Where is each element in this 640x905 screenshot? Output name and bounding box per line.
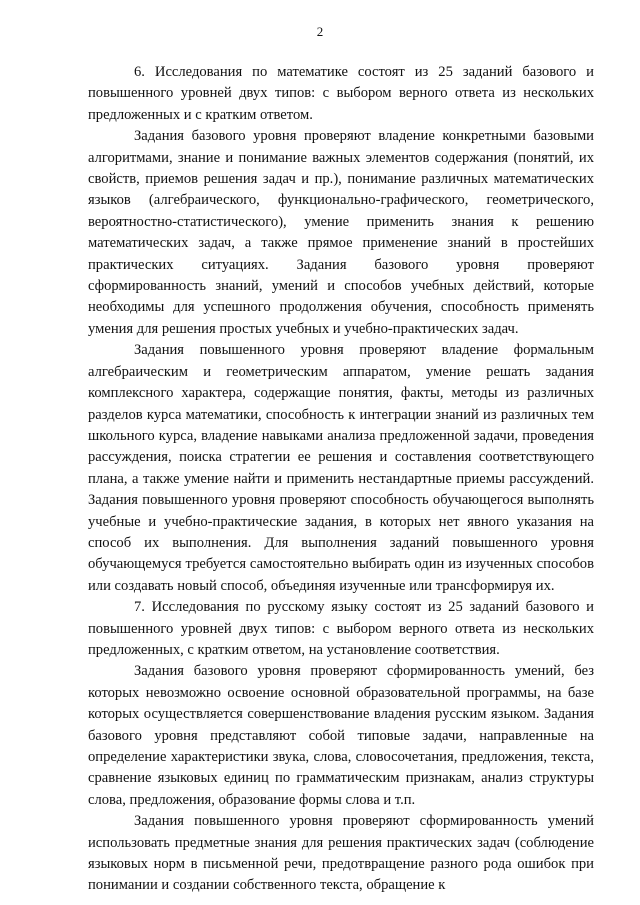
paragraph-russian-basic-level: Задания базового уровня проверяют сформированность умений, без которых невозможно освоение основной образовательной программы, на базе которых осуществляется совершенствование владения русским языком. Задания базового уровня представляют собой типовые задачи, направленные на определение характеристики звука, слова, словосочетания, предложения, текста, сравнение языковых единиц по грамматическим признакам, анализ структуры слова, предложения, образование формы слова и т.п. (88, 663, 594, 808)
paragraph-math-basic-level: Задания базового уровня проверяют владение конкретными базовыми алгоритмами, знание и понимание важных элементов содержания (понятий, их свойств, приемов решения задач и пр.), понимание различных математических языков (алгебраического, функционально-графического, геометрического, вероятностно-статистического), умение применить знания к решению математических задач, а также прямое применение знаний в простейших практических ситуациях. Задания базового уровня проверяют сформированность знаний, умений и способов учебных действий, которые необходимы для успешного продолжения обучения, способность применять умения для решения простых учебных и учебно-практических задач. (88, 128, 594, 337)
paragraph-russian-intro: 7. Исследования по русскому языку состоят из 25 заданий базового и повышенного уровней двух типов: с выбором верного ответа из нескольких предложенных, с кратким ответом, на установление соответствия. (88, 599, 594, 658)
paragraph-math-advanced-level: Задания повышенного уровня проверяют владение формальным алгебраическим и геометрическим аппаратом, умение решать задания комплексного характера, содержащие понятия, факты, методы из различных разделов курса математики, способность к интеграции знаний из различных тем школьного курса, владение навыками анализа предложенной задачи, проведения рассуждения, поиска стратегии ее решения и составления соответствующего плана, а также умение найти и применить нестандартные приемы рассуждений. Задания повышенного уровня проверяют способность обучающегося выполнять учебные и учебно-практические задания, в которых нет явного указания на способ их выполнения. Для выполнения заданий повышенного уровня обучающемуся требуется самостоятельно выбирать один из изученных способов или создавать новый способ, объединяя изученные или трансформируя их. (88, 342, 594, 594)
page-number: 2 (316, 24, 324, 39)
paragraph-math-intro: 6. Исследования по математике состоят из 25 заданий базового и повышенного уровней двух типов: с выбором верного ответа из нескольких предложенных и с кратким ответом. (88, 64, 594, 123)
document-body (88, 62, 594, 897)
paragraph-russian-advanced-level: Задания повышенного уровня проверяют сформированность умений использовать предметные знания для решения практических задач (соблюдение языковых норм в письменной речи, предотвращение разного рода ошибок при понимании и создании собственного текста, обращение к (88, 813, 594, 894)
